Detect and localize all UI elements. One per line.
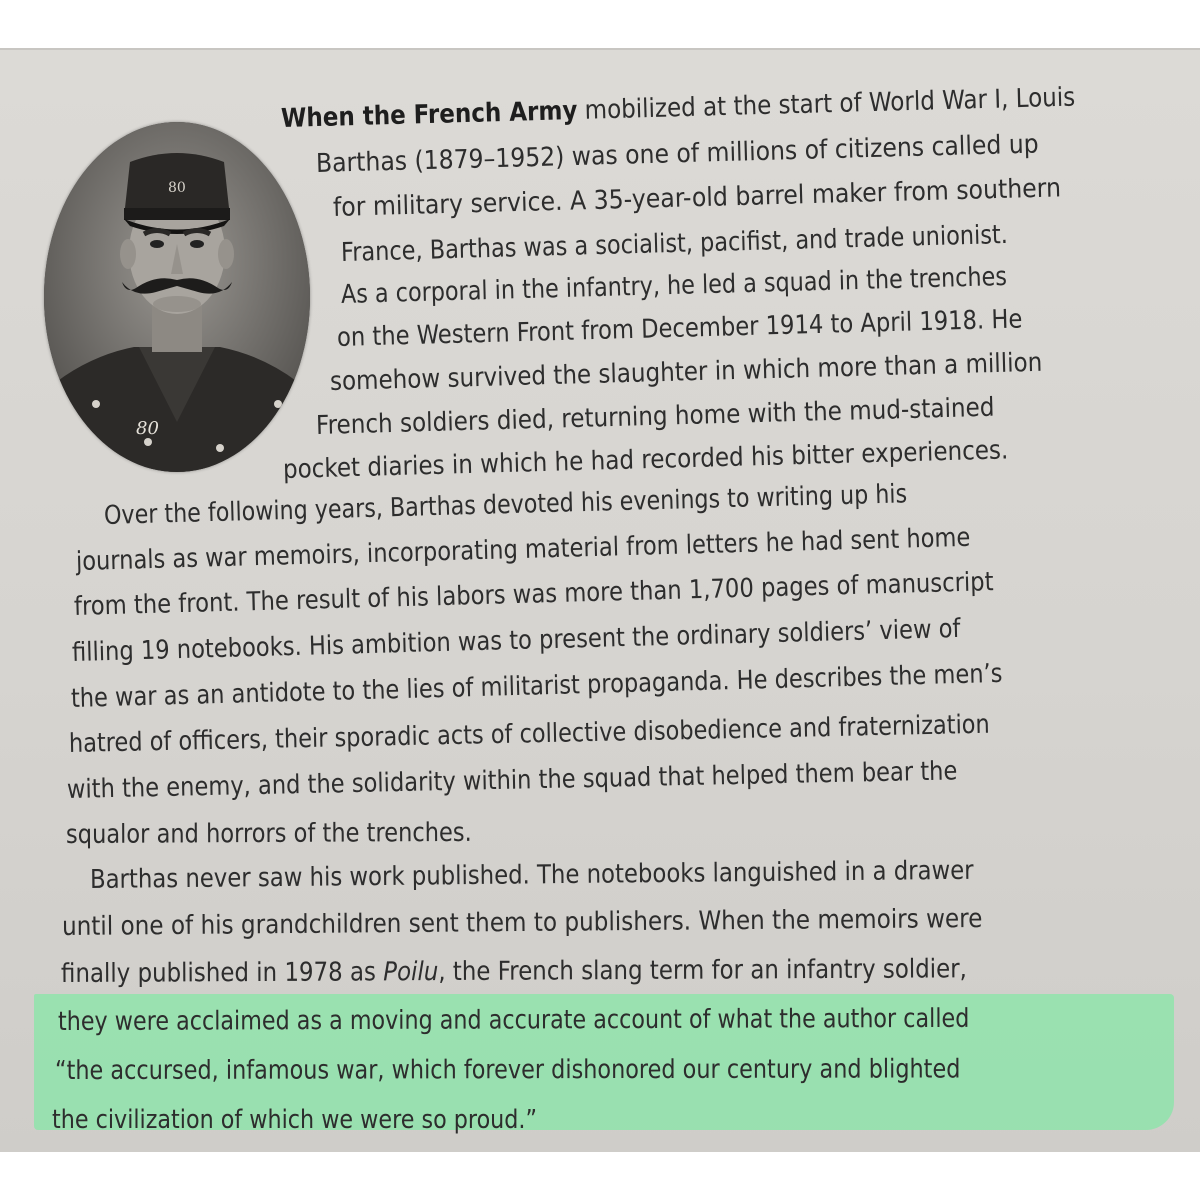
body-text [0,50,1200,1152]
text-line: Barthas never saw his work published. The notebooks languished in a drawer [89,855,974,895]
text-line: Barthas (1879–1952) was one of millions of citizens called up [315,129,1040,179]
text-line-1 [280,82,1076,134]
cap-number: 80 [168,180,186,196]
text-line: the civilization of which we were so proud.” [52,1105,538,1135]
text-line: somehow survived the slaughter in which more than a million [329,347,1043,397]
text-line: the war as an antidote to the lies of militarist propaganda. He describes the men’s [70,658,1003,714]
text-line: squalor and horrors of the trenches. [65,817,472,850]
text-line: with the enemy, and the solidarity within the squad that helped them bear the [66,756,958,805]
text-line-poilu [61,956,967,987]
text-line: for military service. A 35-year-old barrel maker from southern [332,173,1062,223]
text-line: hatred of officers, their sporadic acts of collective disobedience and fraternization [68,709,991,759]
text-line: Over the following years, Barthas devoted his evenings to writing up his [103,479,908,531]
text-line: journals as war memoirs, incorporating material from letters he had sent home [75,522,971,577]
text-line: until one of his grandchildren sent them to publishers. When the memoirs were [61,903,983,942]
text-line: As a corporal in the infantry, he led a squad in the trenches [340,261,1008,310]
text-line: France, Barthas was a socialist, pacifist, and trade unionist. [340,219,1009,268]
text-line: filling 19 notebooks. His ambition was to present the ordinary soldiers’ view of [71,613,961,668]
text-line: from the front. The result of his labors was more than 1,700 pages of manuscript [73,567,994,622]
text-line: pocket diaries in which he had recorded his bitter experiences. [282,435,1009,485]
text-line: French soldiers died, returning home with the mud-stained [315,392,995,441]
text-line: mobilized at the start of World War I, Louis [576,82,1076,126]
book-page [0,48,1200,1152]
text-line: they were acclaimed as a moving and accurate account of what the author called [57,1003,970,1037]
collar-number: 80 [136,418,159,439]
text-fragment: finally published in 1978 as [60,957,384,989]
text-fragment: , the French slang term for an infantry soldier, [438,954,967,988]
lead-in-bold: When the French Army [280,95,578,134]
text-line: “the accursed, infamous war, which forever dishonored our century and blighted [54,1054,961,1086]
text-line: on the Western Front from December 1914 to April 1918. He [336,304,1023,353]
book-title-poilu: Poilu [383,957,439,988]
